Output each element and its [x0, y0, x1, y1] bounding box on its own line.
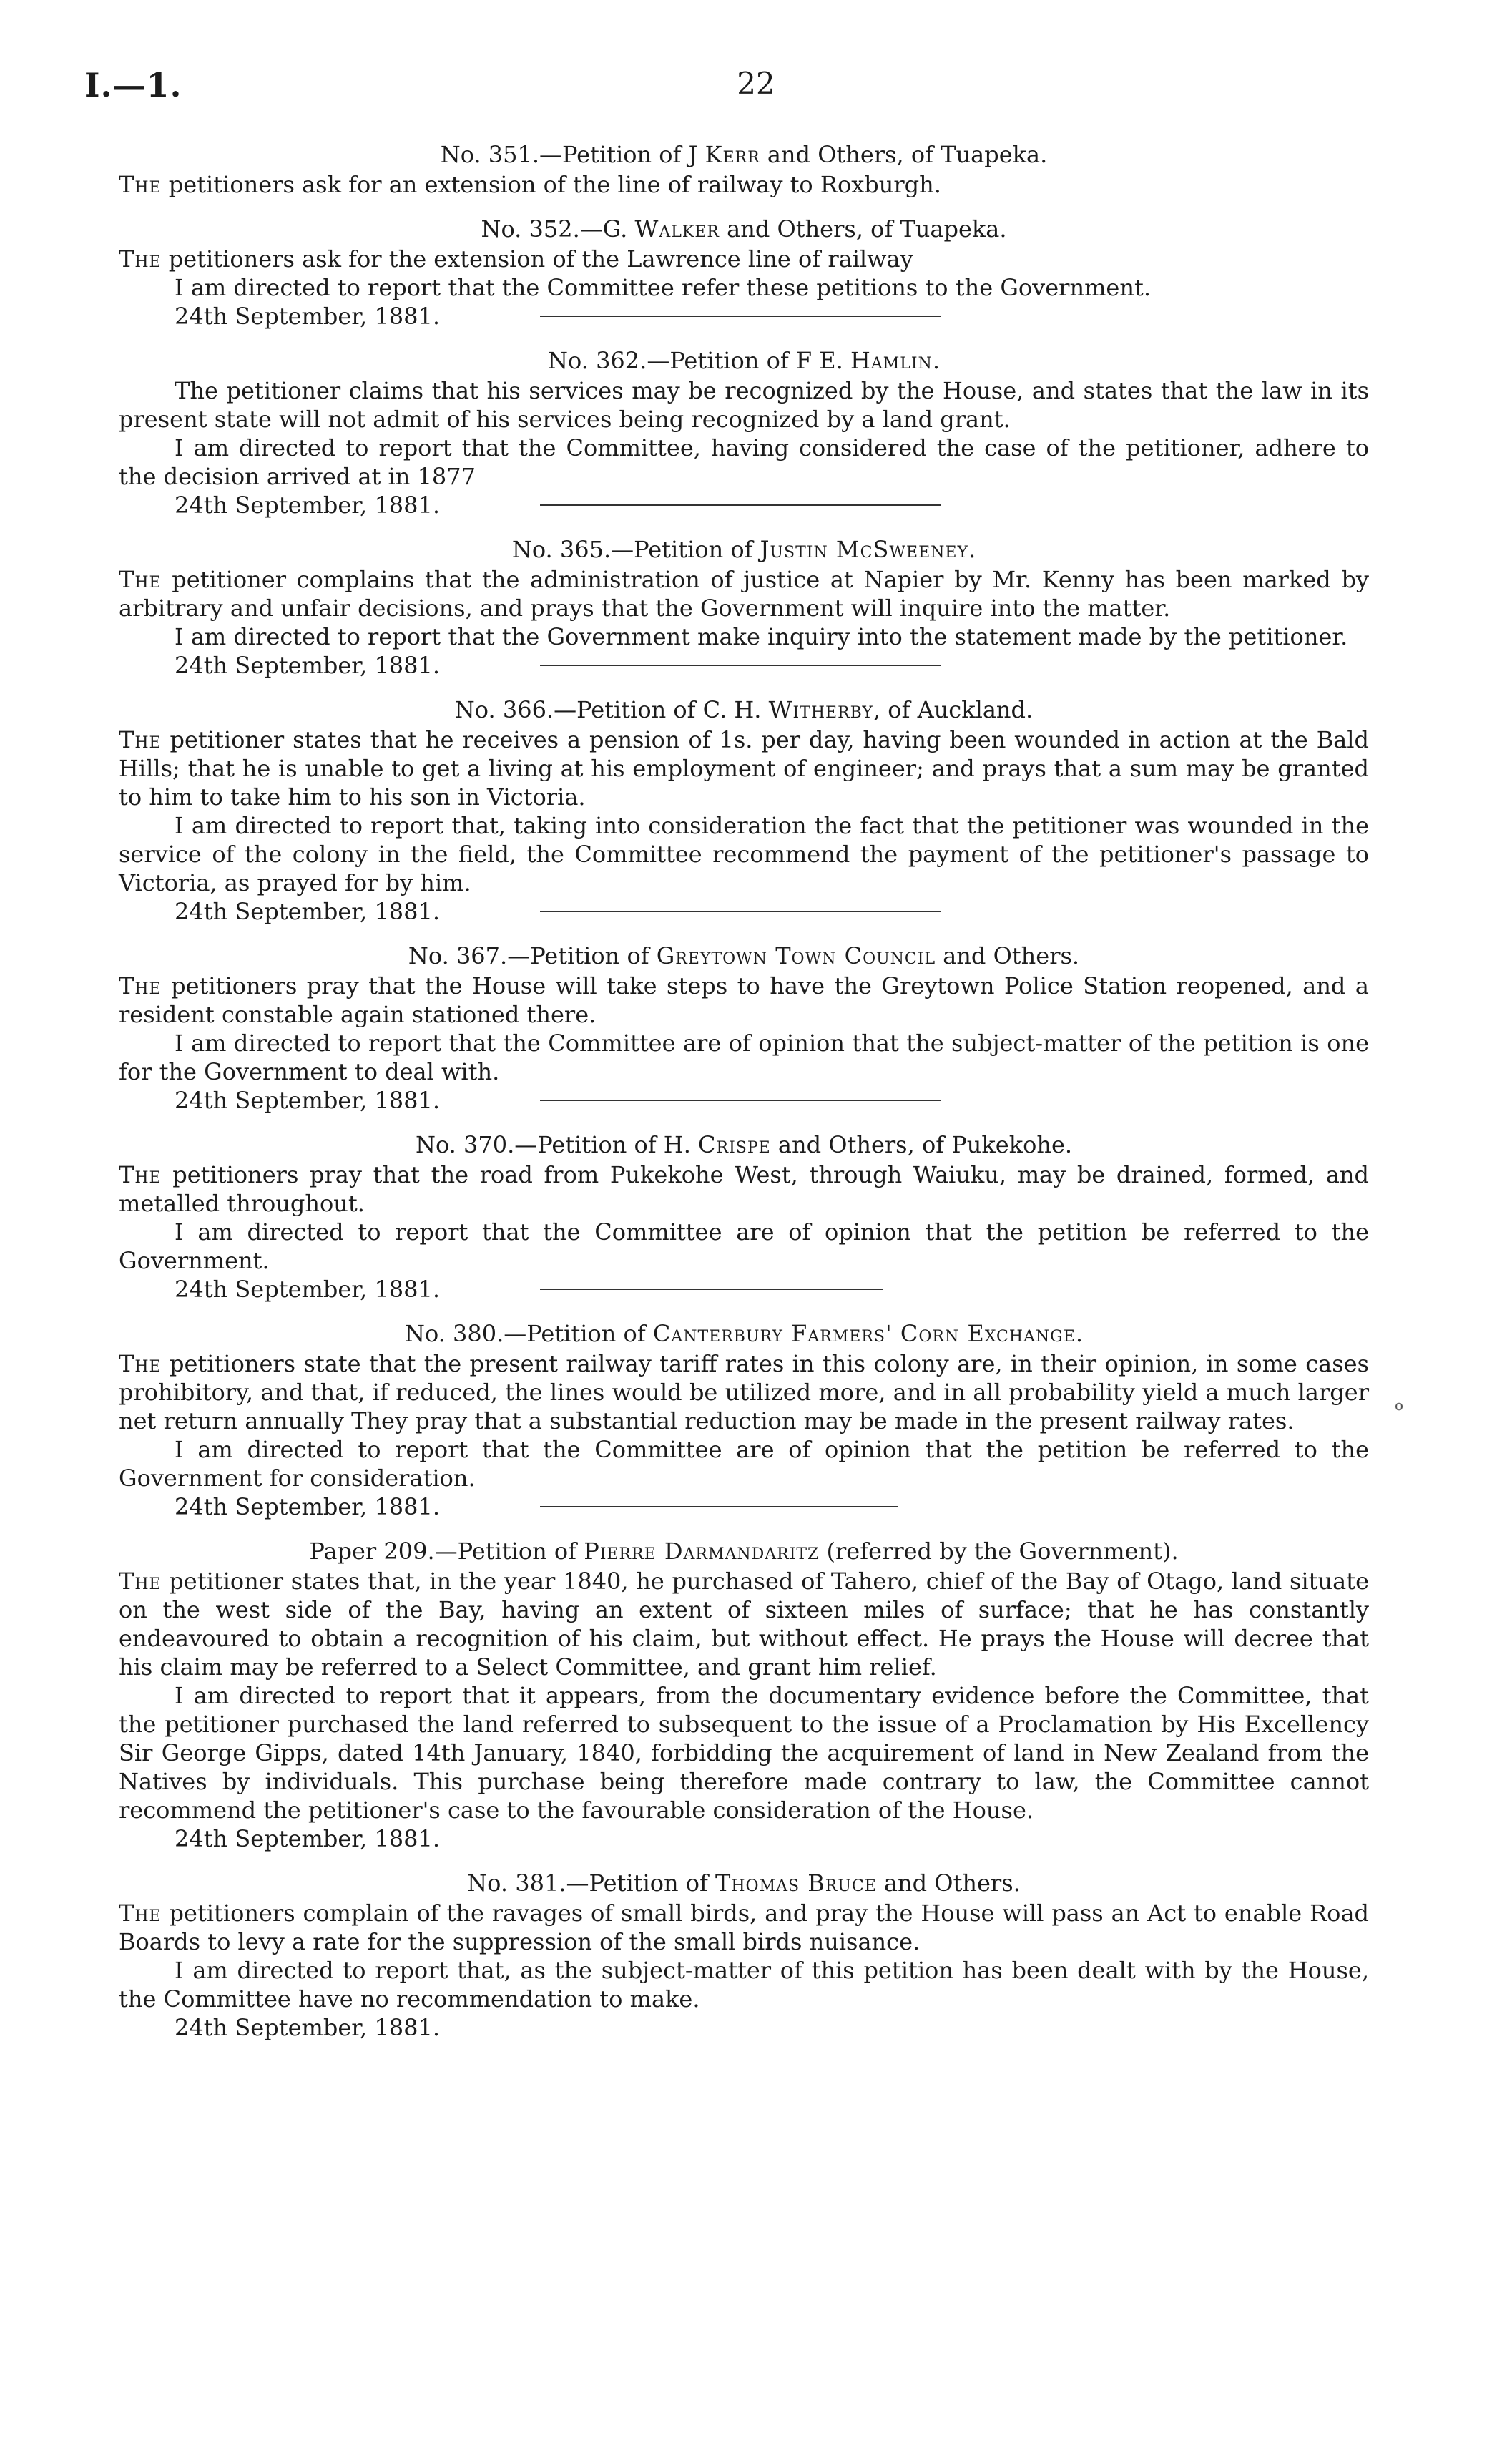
petition-heading: [119, 1130, 1369, 1159]
petition-heading: [119, 535, 1369, 564]
report-date-line: [175, 1492, 1369, 1521]
running-head: [0, 66, 1512, 109]
paragraph-text: I am directed to report that the Committee are of opinion that the petition be referred to the Government for consideration.: [119, 1436, 1369, 1492]
petition-summary: [119, 245, 1369, 273]
petitioner-name: Pierre Darmandaritz: [584, 1538, 820, 1565]
petition-entry: [119, 215, 1369, 331]
petition-summary: [119, 1899, 1369, 1956]
report-date: 24th September, 1881.: [175, 1276, 440, 1303]
report-date: 24th September, 1881.: [175, 1825, 440, 1852]
petition-summary: [119, 1160, 1369, 1218]
petition-heading: [119, 215, 1369, 243]
report-date: 24th September, 1881.: [175, 492, 440, 519]
paragraph-text: petitioner states that, in the year 1840, he purchased of Tahero, chief of the Bay of Otago, land situate on the west side of the Bay, having an extent of sixteen miles of surface; that he has constantly endeavoured to obtain a recognition of his claim, but without effect. He prays the House will decree that his claim may be referred to a Select Committee, and grant him relief.: [119, 1568, 1369, 1681]
lead-word: The: [119, 1900, 162, 1927]
paragraph-text: I am directed to report that, as the subject-matter of this petition has been dealt with by the House, the Committee have no recommendation to make.: [119, 1957, 1369, 2013]
heading-suffix: .: [968, 536, 976, 563]
lead-word: The: [119, 972, 162, 999]
report-date: 24th September, 1881.: [175, 1087, 440, 1114]
petition-entry: [119, 1319, 1369, 1521]
report-date: 24th September, 1881.: [175, 652, 440, 679]
petition-heading: [119, 1537, 1369, 1565]
petition-entry: [119, 1537, 1369, 1853]
committee-report: [119, 1681, 1369, 1824]
page-number: 22: [737, 66, 775, 101]
petitioner-name: Walker: [634, 215, 720, 243]
section-divider: [540, 665, 941, 666]
petitioner-name: Witherby: [768, 696, 873, 723]
heading-number: No. 365.—Petition of: [511, 536, 760, 563]
paragraph-text: The petitioner claims that his services may be recognized by the House, and states that the law in its present state will not admit of his services being recognized by a land grant.: [119, 377, 1369, 433]
report-date-line: [175, 2013, 1369, 2042]
heading-suffix: (referred by the Government).: [819, 1538, 1179, 1565]
heading-number: Paper 209.—Petition of: [309, 1538, 584, 1565]
petition-summary: [119, 725, 1369, 811]
petition-heading: [119, 1319, 1369, 1348]
heading-number: No. 351.—Petition of J: [440, 141, 705, 168]
section-divider: [540, 1289, 883, 1290]
petition-summary: [119, 972, 1369, 1029]
heading-suffix: and Others, of Tuapeka.: [760, 141, 1048, 168]
heading-number: No. 381.—Petition of: [467, 1869, 716, 1897]
paragraph-text: petitioners pray that the House will take steps to have the Greytown Police Station reopened, and a resident constable again stationed there.: [119, 972, 1369, 1028]
section-divider: [540, 1506, 898, 1507]
petitioner-name: Hamlin: [850, 347, 933, 374]
petitioner-name: Kerr: [705, 141, 760, 168]
lead-word: The: [119, 566, 162, 593]
committee-report: [119, 376, 1369, 434]
paragraph-text: petitioners ask for the extension of the Lawrence line of railway: [161, 245, 913, 273]
heading-number: No. 362.—Petition of F E.: [548, 347, 850, 374]
lead-word: The: [119, 1568, 162, 1595]
petition-heading: [119, 695, 1369, 724]
paragraph-text: I am directed to report that the Committee, having considered the case of the petitioner, adhere to the decision arrived at in 1877: [119, 434, 1369, 490]
paragraph-text: I am directed to report that, taking into consideration the fact that the petitioner was wounded in the service of the colony in the field, the Committee recommend the payment of the petitioner's passage to Victoria, as prayed for by him.: [119, 812, 1369, 896]
heading-suffix: and Others, of Tuapeka.: [719, 215, 1007, 243]
report-date: 24th September, 1881.: [175, 1493, 440, 1520]
petition-entry: [119, 346, 1369, 519]
paragraph-text: I am directed to report that the Committee are of opinion that the subject-matter of the petition is one for the Government to deal with.: [119, 1030, 1369, 1085]
petition-entry: [119, 942, 1369, 1115]
petition-heading: [119, 346, 1369, 375]
petitioner-name: Crispe: [698, 1131, 771, 1158]
heading-suffix: .: [1075, 1320, 1083, 1347]
heading-suffix: and Others, of Pukekohe.: [770, 1131, 1073, 1158]
margin-mark: o: [1395, 1397, 1404, 1414]
committee-report: [119, 1029, 1369, 1086]
lead-word: The: [119, 245, 162, 273]
petitioner-name: Justin McSweeney: [760, 536, 968, 563]
section-divider: [540, 1100, 941, 1101]
petition-summary: [119, 1349, 1369, 1435]
paragraph-text: I am directed to report that the Government make inquiry into the statement made by the petitioner.: [175, 623, 1348, 650]
report-date-line: [175, 651, 1369, 680]
petition-heading: [119, 1869, 1369, 1897]
lead-word: The: [119, 1350, 162, 1377]
lead-word: The: [119, 171, 162, 198]
lead-word: The: [119, 1161, 162, 1188]
paragraph-text: I am directed to report that the Committee refer these petitions to the Government.: [175, 274, 1151, 301]
petition-heading: [119, 140, 1369, 169]
section-divider: [540, 316, 941, 317]
committee-report: [119, 1218, 1369, 1275]
paragraph-text: petitioners ask for an extension of the line of railway to Roxburgh.: [161, 171, 941, 198]
petition-entry: [119, 140, 1369, 199]
petition-summary: [119, 170, 1369, 199]
petition-summary: [119, 1567, 1369, 1681]
committee-report: [119, 273, 1369, 302]
paragraph-text: petitioner complains that the administration of justice at Napier by Mr. Kenny has been marked by arbitrary and unfair decisions, and prays that the Government will inquire into the matter.: [119, 566, 1369, 622]
paragraph-text: I am directed to report that the Committee are of opinion that the petition be referred to the Government.: [119, 1218, 1369, 1274]
report-date-line: [175, 1824, 1369, 1853]
petition-entry: [119, 695, 1369, 926]
paragraph-text: petitioners complain of the ravages of small birds, and pray the House will pass an Act to enable Road Boards to levy a rate for the suppression of the small birds nuisance.: [119, 1900, 1369, 1955]
report-date-line: [175, 491, 1369, 519]
heading-number: No. 380.—Petition of: [404, 1320, 653, 1347]
heading-suffix: and Others.: [936, 942, 1080, 969]
paragraph-text: I am directed to report that it appears, from the documentary evidence before the Committee, that the petitioner purchased the land referred to subsequent to the issue of a Proclamation by His Excellency Sir George Gipps, dated 14th January, 1840, forbidding the acquirement of land in New Zealand from the Natives by individuals. This purchase being therefore made contrary to law, the Committee cannot recommend the petitioner's case to the favourable consideration of the House.: [119, 1682, 1369, 1824]
petition-entry: [119, 1869, 1369, 2042]
paragraph-text: petitioner states that he receives a pension of 1s. per day, having been wounded in action at the Bald Hills; that he is unable to get a living at his employment of engineer; and prays that a sum may be granted to him to take him to his son in Victoria.: [119, 726, 1369, 811]
heading-number: No. 366.—Petition of C. H.: [454, 696, 769, 723]
heading-suffix: .: [932, 347, 940, 374]
committee-report: [119, 811, 1369, 897]
committee-report: [119, 622, 1369, 651]
report-date: 24th September, 1881.: [175, 898, 440, 925]
section-divider: [540, 504, 941, 506]
report-date-line: [175, 302, 1369, 331]
document-body: [119, 140, 1369, 2058]
petitioner-name: Greytown Town Council: [656, 942, 936, 969]
petition-entry: [119, 535, 1369, 680]
series-label: I.—1.: [84, 66, 182, 104]
report-date-line: [175, 1086, 1369, 1115]
section-divider: [540, 911, 941, 912]
heading-number: No. 367.—Petition of: [408, 942, 657, 969]
petition-summary: [119, 565, 1369, 622]
petition-heading: [119, 942, 1369, 970]
heading-suffix: and Others.: [876, 1869, 1021, 1897]
petition-entry: [119, 1130, 1369, 1304]
committee-report: [119, 1435, 1369, 1492]
petitioner-name: Canterbury Farmers' Corn Exchange: [652, 1320, 1076, 1347]
paragraph-text: petitioners state that the present railway tariff rates in this colony are, in their opinion, in some cases prohibitory, and that, if reduced, the lines would be utilized more, and in all probability yield a much larger net return annually They pray that a substantial reduction may be made in the present railway rates.: [119, 1350, 1369, 1434]
committee-report: [119, 1956, 1369, 2013]
lead-word: The: [119, 726, 162, 753]
committee-report: [119, 434, 1369, 491]
report-date: 24th September, 1881.: [175, 303, 440, 330]
report-date-line: [175, 897, 1369, 926]
paragraph-text: petitioners pray that the road from Pukekohe West, through Waiuku, may be drained, formed, and metalled throughout.: [119, 1161, 1369, 1217]
report-date: 24th September, 1881.: [175, 2014, 440, 2041]
report-date-line: [175, 1275, 1369, 1304]
heading-number: No. 370.—Petition of H.: [415, 1131, 699, 1158]
heading-number: No. 352.—G.: [481, 215, 635, 243]
heading-suffix: , of Auckland.: [873, 696, 1034, 723]
petitioner-name: Thomas Bruce: [715, 1869, 877, 1897]
